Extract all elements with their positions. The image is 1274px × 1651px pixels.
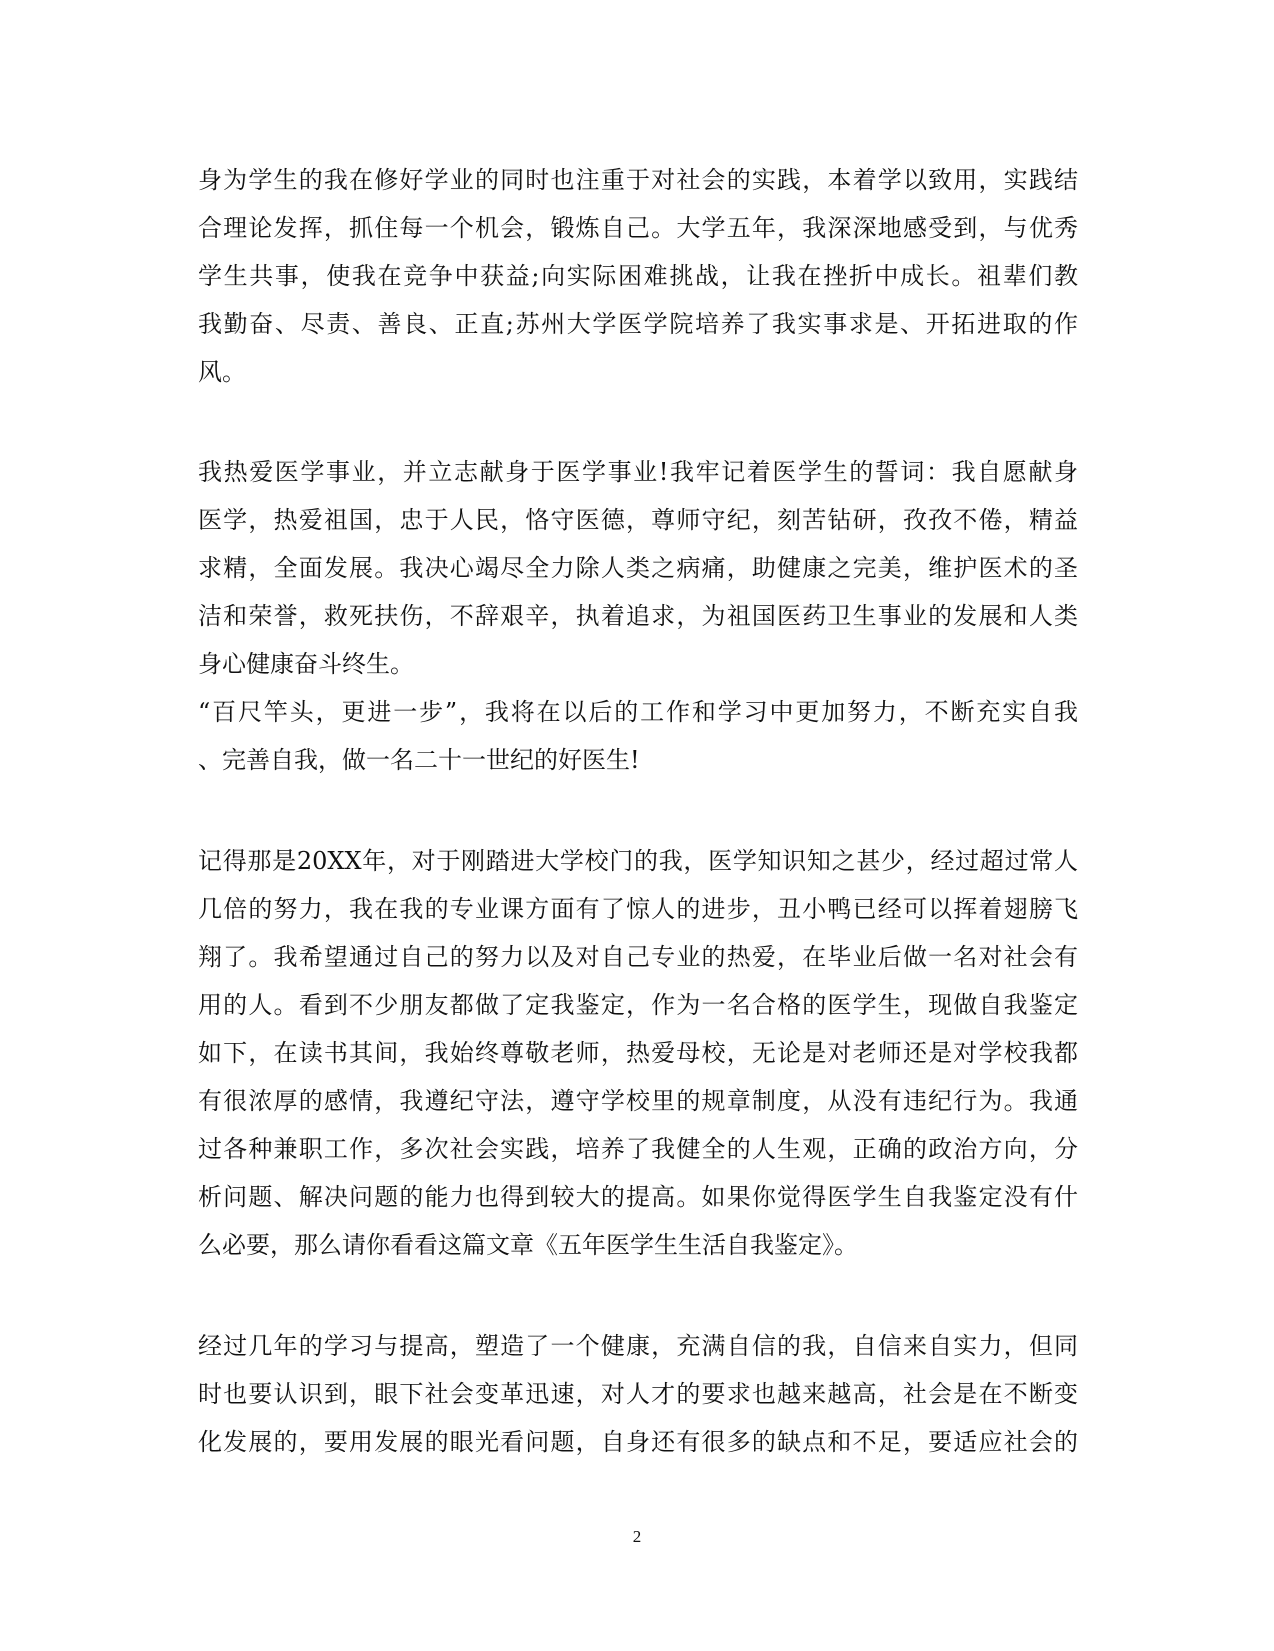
paragraph-line: 化发展的，要用发展的眼光看问题，自身还有很多的缺点和不足，要适应社会的 [198,1428,1078,1456]
paragraph-line: 风。 [198,358,246,386]
paragraph-line: 么必要，那么请你看看这篇文章《五年医学生生活自我鉴定》。 [198,1231,858,1259]
paragraph-line: 身为学生的我在修好学业的同时也注重于对社会的实践，本着学以致用，实践结 [198,166,1078,194]
paragraph-line: 有很浓厚的感情，我遵纪守法，遵守学校里的规章制度，从没有违纪行为。我通 [198,1087,1078,1115]
paragraph-growth [198,1322,1078,1466]
paragraph-line: 几倍的努力，我在我的专业课方面有了惊人的进步，丑小鸭已经可以挥着翅膀飞 [198,895,1078,923]
paragraph-line: 用的人。看到不少朋友都做了定我鉴定，作为一名合格的医学生，现做自我鉴定 [198,991,1078,1019]
paragraph-line: 身心健康奋斗终生。 [198,650,414,678]
paragraph-line: 翔了。我希望通过自己的努力以及对自己专业的热爱，在毕业后做一名对社会有 [198,943,1078,971]
paragraph-line: 洁和荣誉，救死扶伤，不辞艰辛，执着追求，为祖国医药卫生事业的发展和人类 [198,602,1078,630]
paragraph-line: 学生共事，使我在竞争中获益;向实际困难挑战，让我在挫折中成长。祖辈们教 [198,262,1078,290]
paragraph-line: 时也要认识到，眼下社会变革迅速，对人才的要求也越来越高，社会是在不断变 [198,1380,1078,1408]
paragraph-line: 经过几年的学习与提高，塑造了一个健康，充满自信的我，自信来自实力，但同 [198,1332,1078,1360]
paragraph-line: 析问题、解决问题的能力也得到较大的提高。如果你觉得医学生自我鉴定没有什 [198,1183,1078,1211]
paragraph-line: 求精，全面发展。我决心竭尽全力除人类之病痛，助健康之完美，维护医术的圣 [198,554,1078,582]
paragraph-line: 如下，在读书其间，我始终尊敬老师，热爱母校，无论是对老师还是对学校我都 [198,1039,1078,1067]
paragraph-line: 我热爱医学事业，并立志献身于医学事业!我牢记着医学生的誓词：我自愿献身 [198,458,1078,486]
paragraph-line: 合理论发挥，抓住每一个机会，锻炼自己。大学五年，我深深地感受到，与优秀 [198,214,1078,242]
paragraph-line: 过各种兼职工作，多次社会实践，培养了我健全的人生观，正确的政治方向，分 [198,1135,1078,1163]
paragraph-line: 医学，热爱祖国，忠于人民，恪守医德，尊师守纪，刻苦钻研，孜孜不倦，精益 [198,506,1078,534]
paragraph-line: 记得那是20XX年，对于刚踏进大学校门的我，医学知识知之甚少，经过超过常人 [198,847,1078,875]
paragraph-line: “百尺竿头，更进一步”，我将在以后的工作和学习中更加努力，不断充实自我 [198,698,1078,726]
paragraph-practice [198,156,1078,396]
paragraph-self-assessment [198,837,1078,1269]
paragraph-medical-oath [198,448,1078,784]
paragraph-line: 、完善自我，做一名二十一世纪的好医生! [198,746,640,774]
page-number: 2 [632,1527,642,1546]
paragraph-line: 我勤奋、尽责、善良、正直;苏州大学医学院培养了我实事求是、开拓进取的作 [198,310,1078,338]
